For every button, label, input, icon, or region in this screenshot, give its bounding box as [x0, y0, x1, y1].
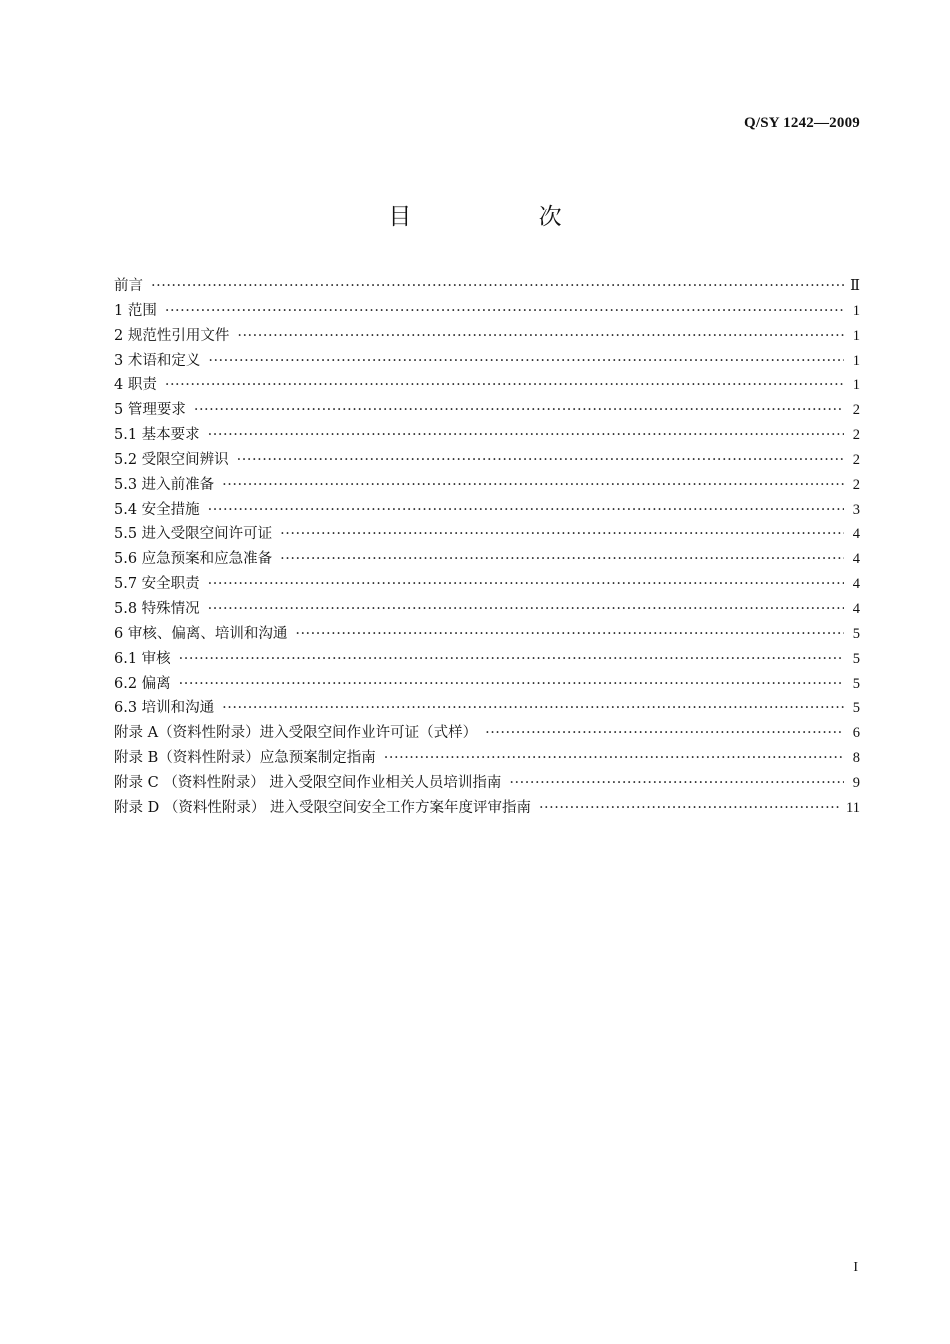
toc-entry-page: 5	[852, 675, 860, 692]
toc-leader-dots	[237, 324, 844, 349]
toc-entry-page: Ⅱ	[850, 278, 860, 294]
toc-entry-page: 5	[852, 625, 860, 642]
toc-entry-page: 8	[852, 750, 860, 767]
toc-entry[interactable]	[114, 672, 860, 697]
toc-entry[interactable]	[114, 547, 860, 572]
page-number: I	[853, 1260, 858, 1275]
toc-entry[interactable]	[114, 274, 860, 299]
toc-entry-label: 5.8 特殊情况	[114, 600, 200, 617]
toc-entry-page: 4	[852, 526, 860, 543]
toc-entry-label: 前言	[114, 278, 143, 294]
toc-entry[interactable]	[114, 572, 860, 597]
standard-code: Q/SY 1242—2009	[743, 115, 860, 131]
toc-entry-label: 附录 D （资料性附录） 进入受限空间安全工作方案年度评审指南	[114, 799, 531, 816]
toc-entry-label: 附录 B（资料性附录）应急预案制定指南	[114, 750, 376, 767]
toc-entry-page: 2	[852, 451, 860, 468]
toc-leader-dots	[208, 597, 844, 622]
toc-entry-page: 9	[852, 774, 860, 791]
toc-leader-dots	[222, 696, 844, 721]
toc-entry[interactable]	[114, 597, 860, 622]
toc-leader-dots	[222, 473, 844, 498]
toc-entry-label: 5.6 应急预案和应急准备	[114, 551, 273, 568]
toc-entry-page: 5	[852, 650, 860, 667]
toc-entry[interactable]	[114, 647, 860, 672]
toc-entry-label: 4 职责	[114, 377, 157, 394]
toc-leader-dots	[165, 299, 844, 324]
toc-entry-label: 5.2 受限空间辨识	[114, 451, 229, 468]
toc-entry-page: 2	[852, 427, 860, 444]
toc-leader-dots	[208, 572, 844, 597]
toc-leader-dots	[237, 448, 844, 473]
toc-entry-page: 11	[846, 799, 860, 816]
toc-entry[interactable]	[114, 398, 860, 423]
toc-leader-dots	[509, 771, 844, 796]
toc-entry-page: 4	[852, 600, 860, 617]
toc-leader-dots	[151, 274, 844, 299]
toc-title: 目 次	[388, 204, 622, 230]
toc-leader-dots	[485, 721, 844, 746]
toc-entry-label: 6.2 偏离	[114, 675, 171, 692]
toc-entry[interactable]	[114, 796, 860, 821]
toc-entry[interactable]	[114, 498, 860, 523]
toc-entry[interactable]	[114, 721, 860, 746]
toc-entry-label: 5.7 安全职责	[114, 576, 200, 593]
toc-entry-page: 1	[852, 302, 860, 319]
toc-entry[interactable]	[114, 349, 860, 374]
table-of-contents	[114, 274, 860, 821]
toc-entry-label: 6.3 培训和沟通	[114, 700, 215, 717]
toc-leader-dots	[194, 398, 844, 423]
toc-entry-label: 5.5 进入受限空间许可证	[114, 526, 273, 543]
toc-entry[interactable]	[114, 771, 860, 796]
toc-entry-label: 6 审核、偏离、培训和沟通	[114, 625, 288, 642]
toc-entry-page: 5	[852, 700, 860, 717]
toc-entry-label: 5.3 进入前准备	[114, 476, 215, 493]
toc-leader-dots	[539, 796, 840, 821]
toc-entry-page: 6	[852, 725, 860, 742]
toc-entry-label: 3 术语和定义	[114, 352, 201, 369]
toc-entry-page: 2	[852, 402, 860, 419]
toc-entry-label: 5.4 安全措施	[114, 501, 200, 518]
toc-leader-dots	[179, 647, 844, 672]
toc-entry[interactable]	[114, 373, 860, 398]
toc-leader-dots	[179, 672, 844, 697]
toc-leader-dots	[208, 498, 844, 523]
toc-entry[interactable]	[114, 746, 860, 771]
toc-entry[interactable]	[114, 448, 860, 473]
toc-entry-label: 附录 C （资料性附录） 进入受限空间作业相关人员培训指南	[114, 774, 502, 791]
toc-entry-page: 4	[852, 551, 860, 568]
toc-leader-dots	[280, 547, 844, 572]
toc-entry[interactable]	[114, 622, 860, 647]
toc-entry-page: 1	[852, 352, 860, 369]
toc-entry[interactable]	[114, 522, 860, 547]
toc-entry-page: 1	[852, 327, 860, 344]
toc-entry-label: 6.1 审核	[114, 650, 171, 667]
toc-entry-page: 1	[852, 377, 860, 394]
toc-leader-dots	[295, 622, 844, 647]
toc-leader-dots	[165, 373, 844, 398]
toc-entry-page: 3	[852, 501, 860, 518]
toc-entry-page: 4	[852, 576, 860, 593]
toc-entry[interactable]	[114, 423, 860, 448]
toc-entry[interactable]	[114, 324, 860, 349]
toc-leader-dots	[208, 423, 844, 448]
toc-leader-dots	[280, 522, 844, 547]
toc-entry-label: 1 范围	[114, 302, 157, 319]
toc-entry-label: 5 管理要求	[114, 402, 186, 419]
toc-entry[interactable]	[114, 473, 860, 498]
toc-entry-label: 5.1 基本要求	[114, 427, 200, 444]
toc-entry-page: 2	[852, 476, 860, 493]
toc-entry[interactable]	[114, 299, 860, 324]
toc-entry-label: 2 规范性引用文件	[114, 327, 230, 344]
toc-entry[interactable]	[114, 696, 860, 721]
toc-leader-dots	[208, 349, 844, 374]
toc-entry-label: 附录 A（资料性附录）进入受限空间作业许可证（式样）	[114, 725, 478, 742]
toc-leader-dots	[384, 746, 844, 771]
